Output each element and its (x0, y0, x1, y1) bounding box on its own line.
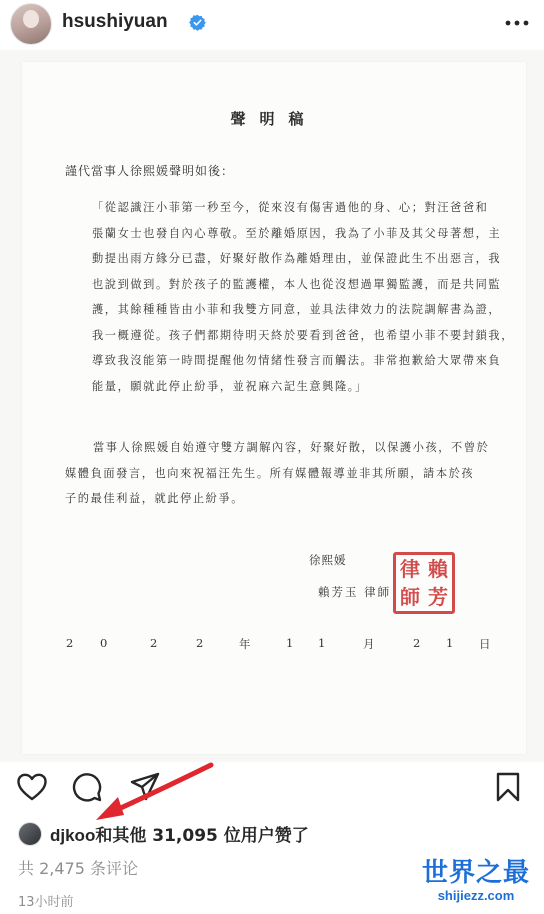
date-char: 日 (479, 637, 491, 651)
likes-count-text[interactable]: 和其他 31,095 位用户赞了 (95, 826, 309, 846)
quote-line: 能量，願就此停止紛爭，並祝麻六記生意興隆。」 (92, 379, 368, 393)
view-comments-link[interactable]: 共 2,475 条评论 (18, 859, 138, 878)
share-icon[interactable] (129, 771, 161, 803)
quote-line: 護，其餘種種皆由小菲和我雙方同意，並具法律效力的法院調解書為證， (92, 303, 502, 316)
likes-text[interactable] (50, 821, 309, 846)
lawyer-seal (393, 552, 455, 614)
date-char: 2 (66, 636, 74, 650)
liker-avatar[interactable] (18, 822, 42, 846)
quote-line: 張蘭女士也發自內心尊敬。至於離婚原因，我為了小菲及其父母著想，主 (92, 226, 502, 240)
comment-icon[interactable] (71, 771, 103, 803)
watermark-url: shijiezz.com (437, 888, 515, 903)
bookmark-icon[interactable] (494, 771, 522, 803)
post-actions (0, 762, 544, 812)
date-char: 2 (413, 636, 421, 650)
seal-char: 師 (400, 585, 420, 609)
likes-summary[interactable] (18, 818, 538, 846)
quote-line: 動提出雨方緣分已盡，好聚好散作為離婚理由，並保證此生不出惡言，我 (92, 252, 502, 265)
quote-line: 導致我沒能第一時間提醒他勿情緒性發言而觸法。非常抱歉給大眾帶來負 (92, 354, 502, 367)
date-char: 年 (239, 637, 251, 651)
quote-line: 也說到做到。對於孩子的監護權，本人也從沒想過單獨監護，而是共同監 (92, 277, 502, 291)
verified-badge-icon (189, 14, 206, 31)
username[interactable]: hsushiyuan (62, 11, 168, 32)
lawyer-name: 賴芳玉 律師 (318, 585, 392, 599)
date-char: 1 (286, 636, 294, 650)
quote-line: 「從認識汪小菲第一秒至今，從來沒有傷害過他的身、心；對汪爸爸和 (92, 201, 489, 214)
statement-document (22, 62, 526, 754)
date-char: 1 (318, 636, 326, 650)
heart-icon[interactable] (16, 772, 48, 802)
document-quote (92, 195, 514, 399)
document-paragraph (65, 435, 505, 512)
date-char: 2 (196, 636, 204, 650)
profile-avatar[interactable] (10, 3, 52, 45)
post-header (0, 0, 544, 50)
seal-char: 律 (400, 557, 420, 581)
site-watermark (412, 858, 540, 910)
date-char: 0 (100, 636, 108, 650)
paragraph-line: 當事人徐熙媛自始遵守雙方調解內容，好聚好散，以保護小孩，不曾於 (93, 441, 490, 454)
date-char: 2 (150, 636, 158, 650)
watermark-title: 世界之最 (421, 858, 530, 888)
paragraph-line: 子的最佳利益，就此停止紛爭。 (65, 492, 245, 505)
quote-line: 我一概遵從。孩子們都期待明天終於要看到爸爸，也希望小菲不要封鎖我， (92, 328, 514, 342)
signatory-name: 徐熙媛 (309, 553, 347, 567)
document-date (66, 636, 491, 656)
seal-char: 賴 (428, 557, 448, 581)
date-char: 月 (363, 637, 375, 651)
document-intro: 謹代當事人徐熙媛聲明如後： (65, 164, 235, 178)
post-timestamp: 13小时前 (18, 895, 74, 910)
liker-username[interactable]: djkoo (50, 826, 96, 845)
more-options-icon[interactable] (500, 8, 534, 38)
paragraph-line: 媒體負面發言，也向來祝福汪先生。所有媒體報導並非其所願，請本於孩 (65, 466, 475, 480)
date-char: 1 (446, 636, 454, 650)
seal-char: 芳 (428, 585, 448, 609)
document-title: 聲明稿 (230, 110, 318, 128)
